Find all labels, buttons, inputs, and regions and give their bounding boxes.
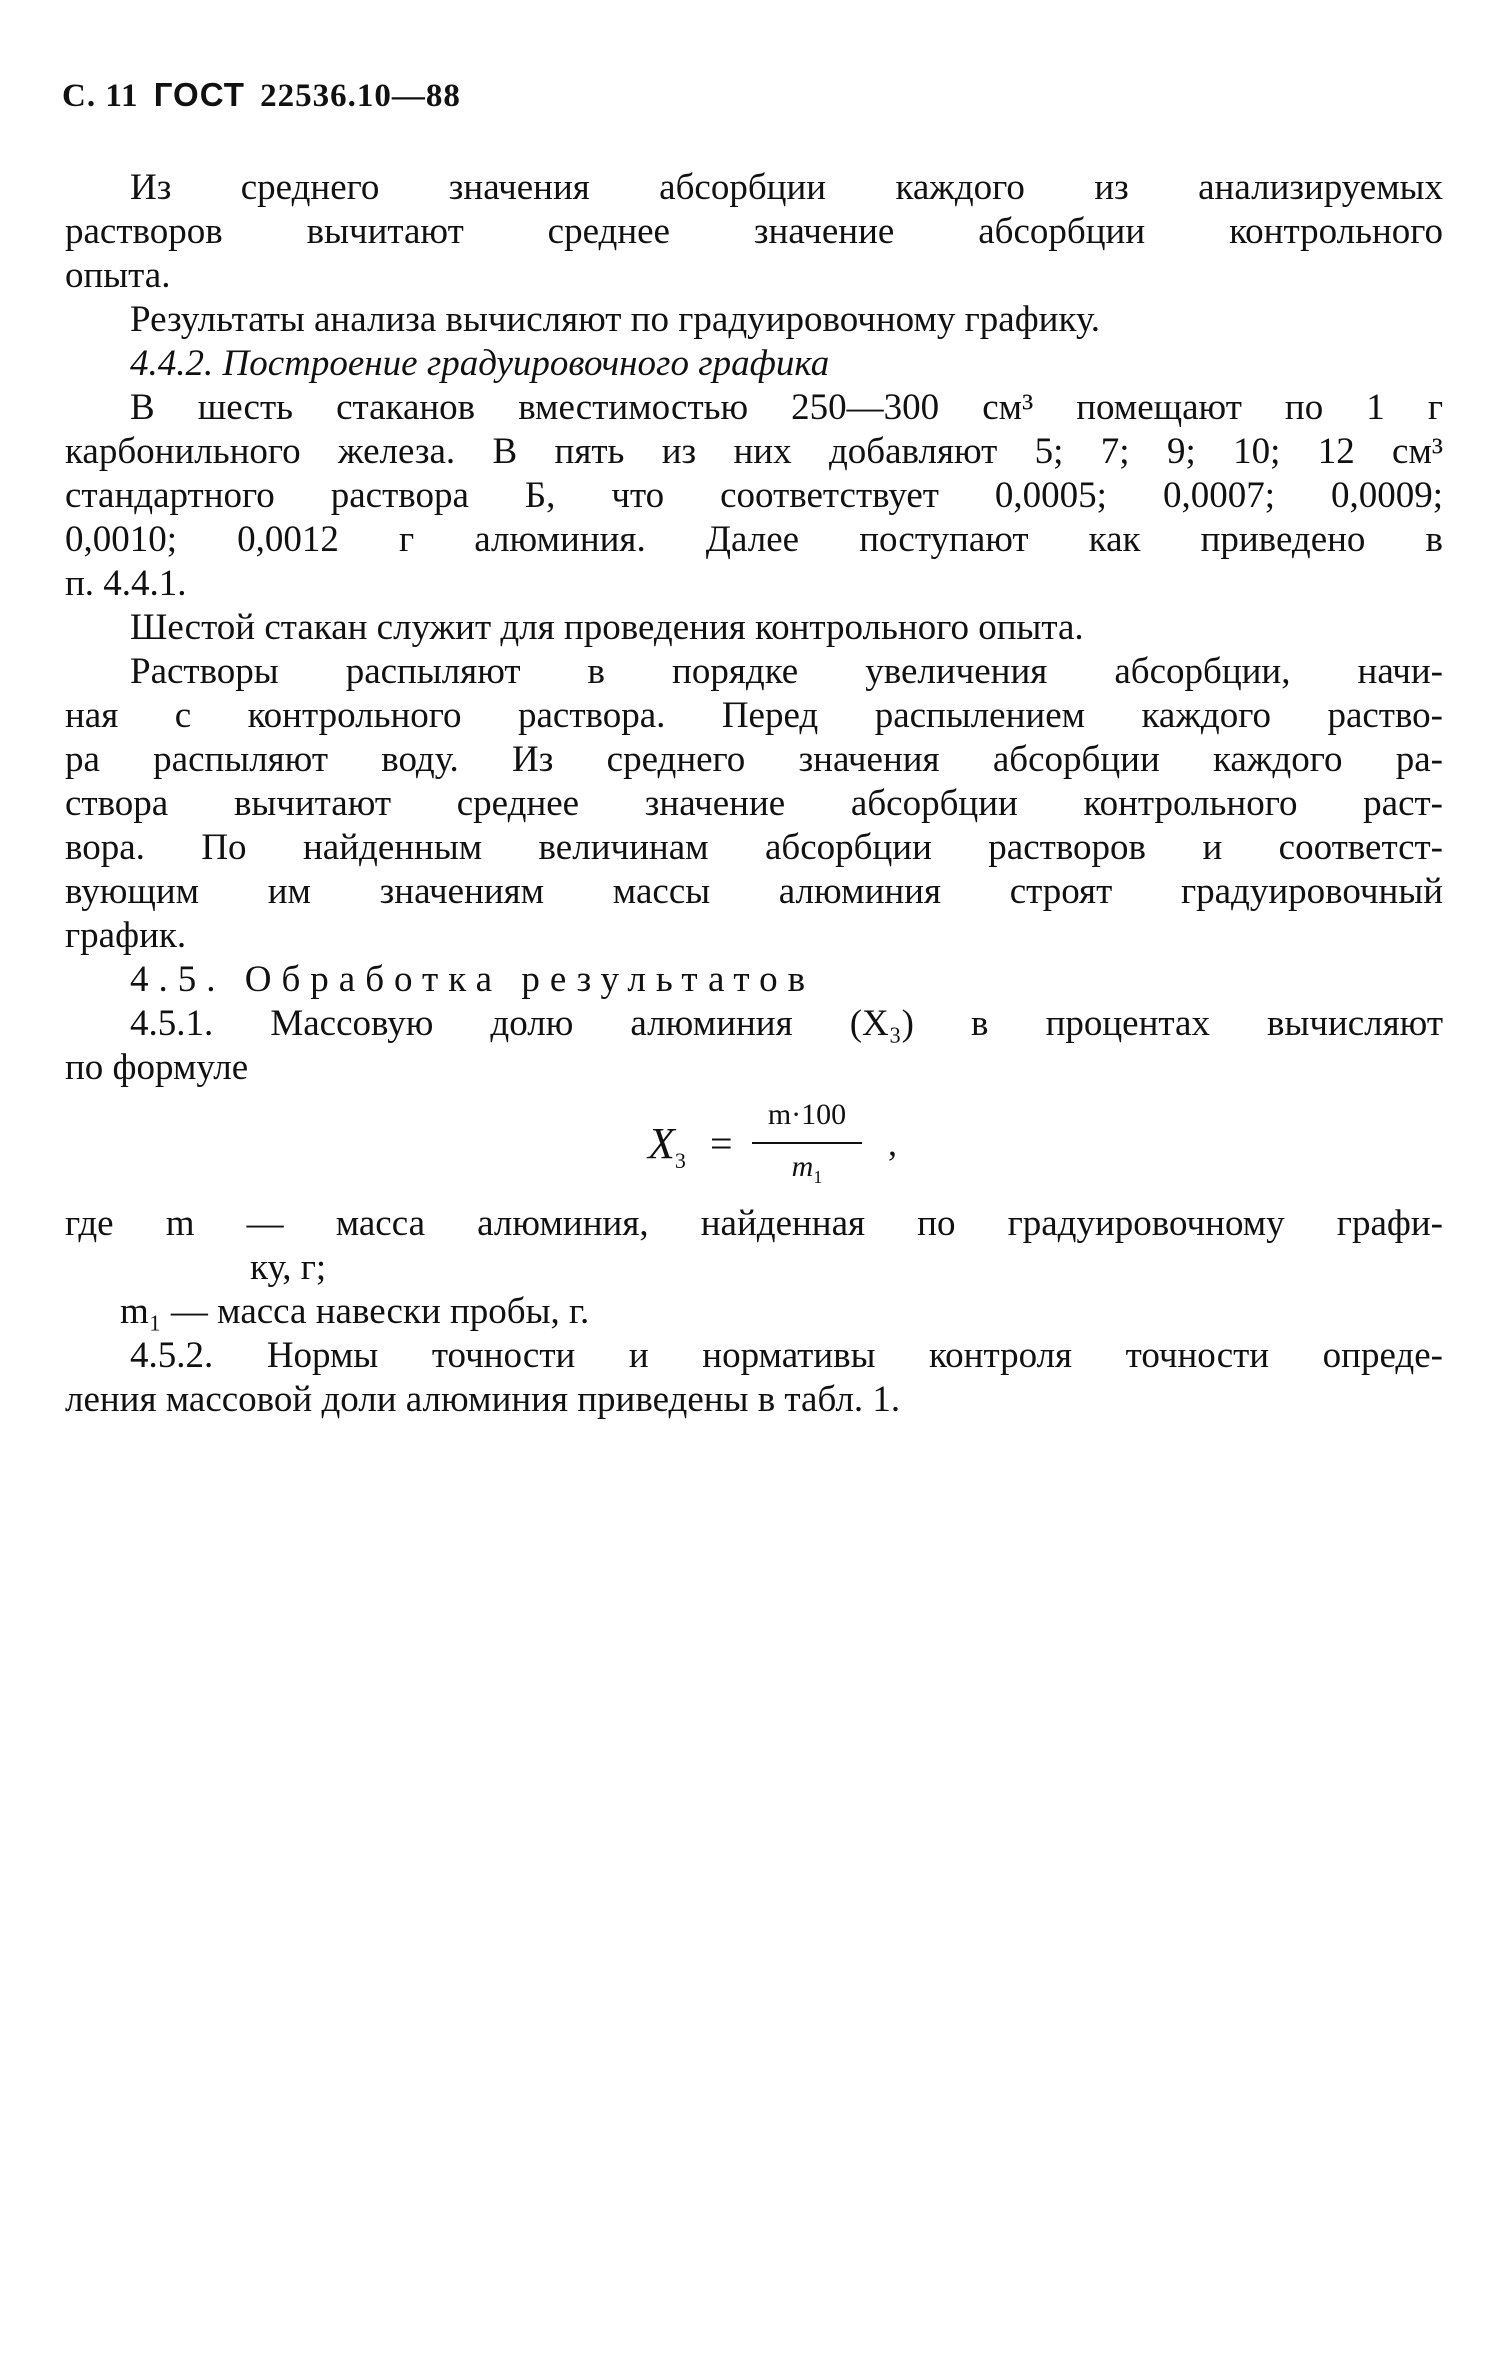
text-line: Из среднего значения абсорбции каждого из анализируемых xyxy=(130,167,1443,208)
text-line: створа вычитают среднее значение абсорбции контрольного раст- xyxy=(65,783,1443,824)
text-line: опыта. xyxy=(65,255,171,296)
section-heading: 4.5. Обработка результатов xyxy=(130,959,816,1000)
text-line: 4.5.1. Массовую долю алюминия (X₃) в процентах вычисляют xyxy=(130,1003,1443,1044)
definition-line: ку, г; xyxy=(250,1247,327,1288)
formula-numerator: m·100 xyxy=(767,1098,847,1131)
text-line: растворов вычитают среднее значение абсорбции контрольного xyxy=(65,211,1443,252)
text-line: Растворы распыляют в порядке увеличения абсорбции, начи- xyxy=(130,651,1443,692)
text-line: по формуле xyxy=(65,1047,249,1088)
text-line: 0,0010; 0,0012 г алюминия. Далее поступают как приведено в xyxy=(65,519,1443,560)
text-line: вующим им значениям массы алюминия строят градуировочный xyxy=(65,871,1443,912)
text-line: 4.5.2. Нормы точности и нормативы контроля точности опреде- xyxy=(130,1335,1443,1376)
fraction-bar xyxy=(752,1142,862,1144)
formula-equals: = xyxy=(710,1121,733,1166)
text-line: ра распыляют воду. Из среднего значения абсорбции каждого ра- xyxy=(65,739,1443,780)
standard-number: 22536.10—88 xyxy=(260,78,461,114)
text-line: ная с контрольного раствора. Перед распылением каждого раство- xyxy=(65,695,1443,736)
page-header xyxy=(62,76,461,115)
text-line: п. 4.4.1. xyxy=(65,563,187,604)
text-line: карбонильного железа. В пять из них добавляют 5; 7; 9; 10; 12 см³ xyxy=(65,431,1443,472)
definition-line: где m — масса алюминия, найденная по градуировочному графи- xyxy=(65,1203,1443,1244)
text-line: Результаты анализа вычисляют по градуировочному графику. xyxy=(130,299,1100,340)
text-line: ления массовой доли алюминия приведены в табл. 1. xyxy=(65,1379,901,1420)
text-line: график. xyxy=(65,915,187,956)
section-heading: 4.4.2. Построение градуировочного графика xyxy=(130,343,830,384)
formula-lhs: $X_3$ xyxy=(648,1119,686,1173)
text-line: В шесть стаканов вместимостью 250—300 см³ помещают по 1 г xyxy=(130,387,1443,428)
definition-line: m₁ — масса навески пробы, г. xyxy=(120,1291,590,1332)
formula-denominator: $m_1$ xyxy=(791,1150,823,1187)
standard-label: ГОСТ xyxy=(153,76,245,113)
text-line: Шестой стакан служит для проведения контрольного опыта. xyxy=(130,607,1084,648)
text-line: стандартного раствора Б, что соответствует 0,0005; 0,0007; 0,0009; xyxy=(65,475,1443,516)
formula-comma: , xyxy=(888,1123,897,1163)
formula xyxy=(648,1098,948,1208)
page-number: С. 11 xyxy=(62,78,139,114)
text-line: вора. По найденным величинам абсорбции растворов и соответст- xyxy=(65,827,1443,868)
